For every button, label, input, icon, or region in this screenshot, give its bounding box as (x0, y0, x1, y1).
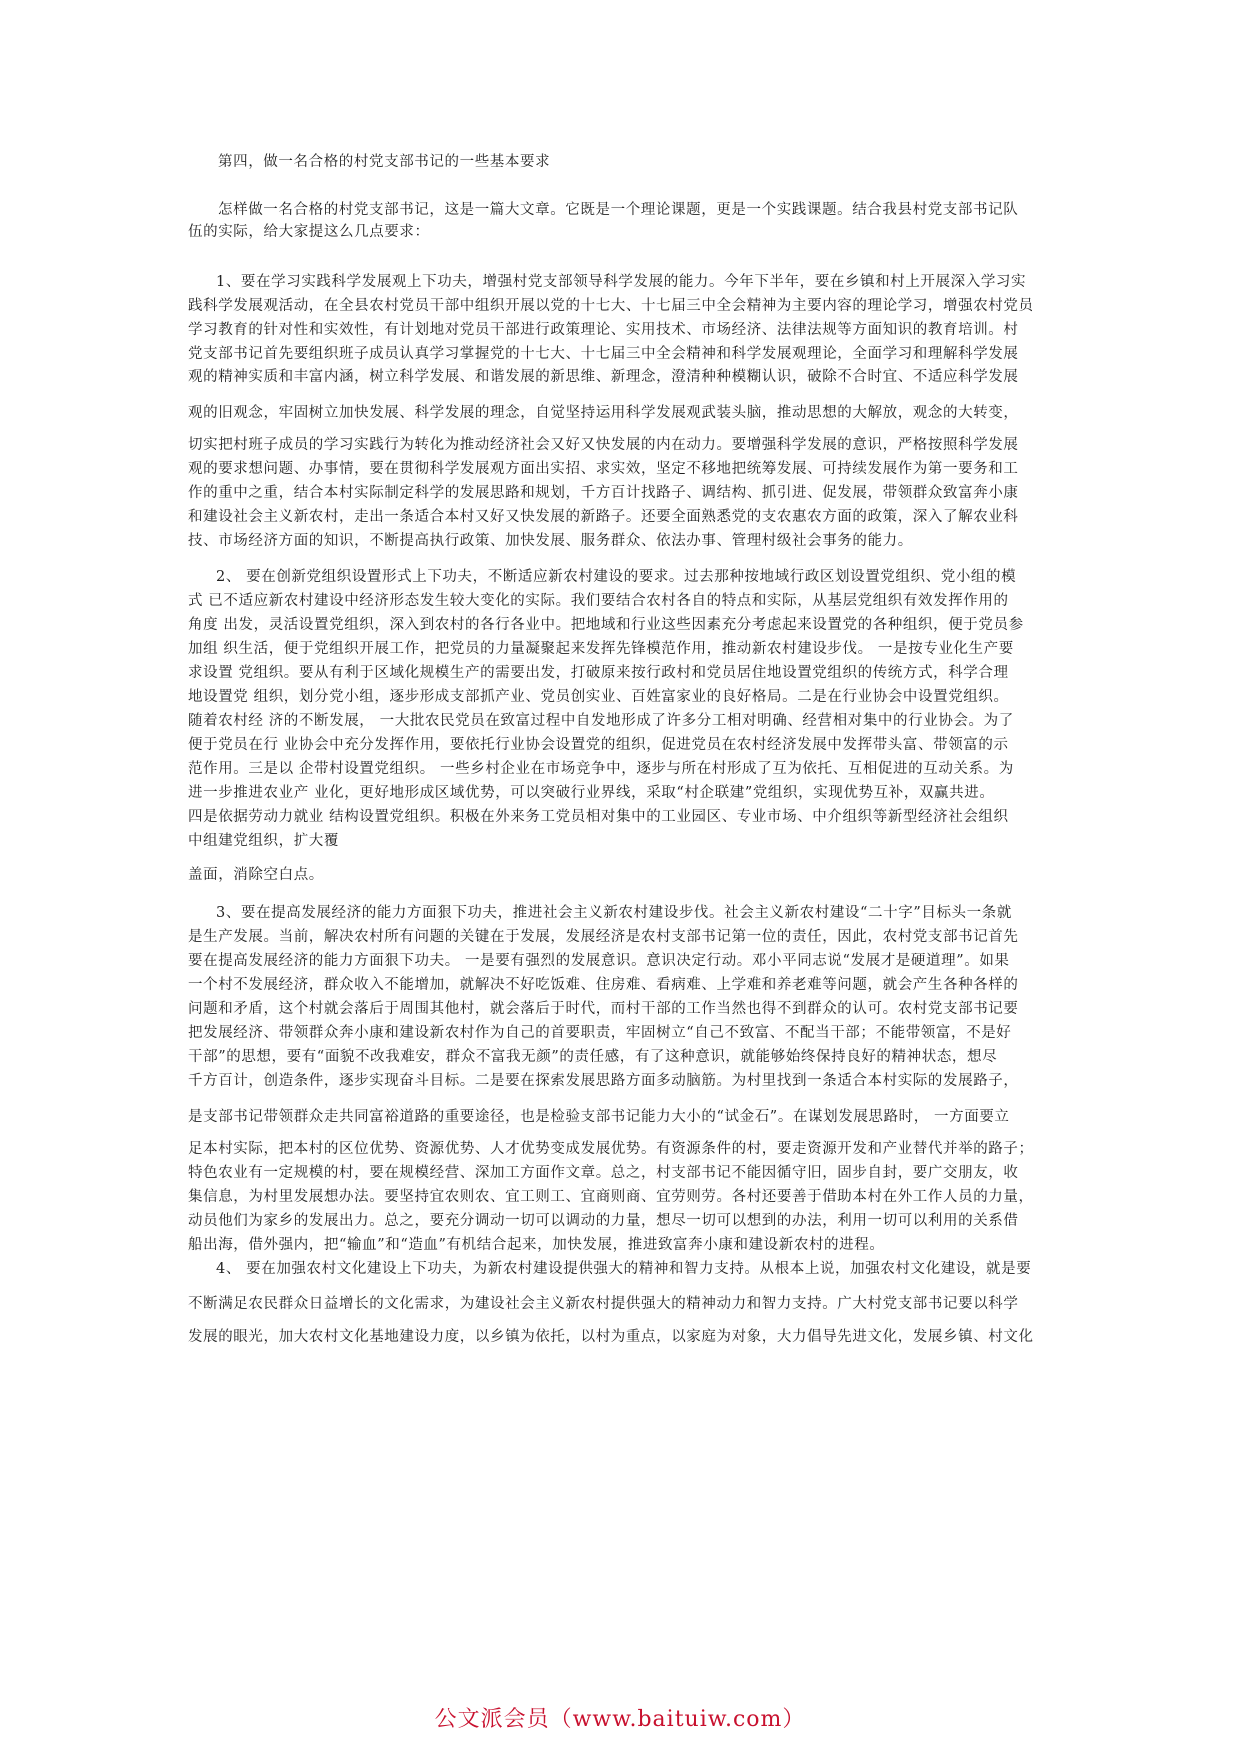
text-line: 伍的实际，给大家提这么几点要求： (188, 224, 430, 240)
text-line: 和建设社会主义新农村，走出一条适合本村又好又快发展的新路子。还要全面熟悉党的支农惠农方面的政策，深入了解农业科 (188, 509, 1019, 525)
text-line: 集信息，为村里发展想办法。要坚持宜农则农、宜工则工、宜商则商、宜劳则劳。各村还要善于借助本村在外工作人员的力量， (188, 1189, 1034, 1205)
text-line: 船出海，借外强内，把“输血”和“造血”有机结合起来，加快发展，推进致富奔小康和建设新农村的进程。 (188, 1237, 885, 1253)
text-line: 1、要在学习实践科学发展观上下功夫，增强村党支部领导科学发展的能力。今年下半年，要在乡镇和村上开展深入学习实 (216, 274, 1027, 290)
text-line: 干部”的思想，要有“面貌不改我难安，群众不富我无颜”的责任感，有了这种意识，就能够始终保持良好的精神状态，想尽 (188, 1049, 998, 1065)
text-line: 技、市场经济方面的知识，不断提高执行政策、加快发展、服务群众、依法办事、管理村级社会事务的能力。 (188, 533, 913, 549)
text-line: 4、 要在加强农村文化建设上下功夫，为新农村建设提供强大的精神和智力支持。从根本上说，加强农村文化建设，就是要 (216, 1261, 1032, 1277)
text-line: 盖面，消除空白点。 (188, 867, 324, 883)
text-line: 随着农村经 济的不断发展， 一大批农民党员在致富过程中自发地形成了许多分工相对明确、经营相对集中的行业协会。为了 (188, 713, 1014, 729)
text-line: 一个村不发展经济，群众收入不能增加，就解决不好吃饭难、住房难、看病难、上学难和养老难等问题，就会产生各种各样的 (188, 977, 1019, 993)
text-line: 问题和矛盾，这个村就会落后于周围其他村，就会落后于时代，而村干部的工作当然也得不到群众的认可。农村党支部书记要 (188, 1001, 1019, 1017)
text-line: 千方百计，创造条件，逐步实现奋斗目标。二是要在探索发展思路方面多动脑筋。为村里找到一条适合本村实际的发展路子， (188, 1073, 1019, 1089)
text-line: 把发展经济、带领群众奔小康和建设新农村作为自己的首要职责，牢固树立“自己不致富、不配当干部；不能带领富，不是好 (188, 1025, 1012, 1041)
text-line: 不断满足农民群众日益增长的文化需求，为建设社会主义新农村提供强大的精神动力和智力支持。广大村党支部书记要以科学 (188, 1296, 1019, 1312)
text-line: 要在提高发展经济的能力方面狠下功夫。 一是要有强烈的发展意识。意识决定行动。邓小平同志说“发展才是硬道理”。如果 (188, 953, 1010, 969)
text-line: 求设置 党组织。要从有利于区域化规模生产的需要出发，打破原来按行政村和党员居住地设置党组织的传统方式，科学合理 (188, 665, 1009, 681)
text-line: 切实把村班子成员的学习实践行为转化为推动经济社会又好又快发展的内在动力。要增强科学发展的意识，严格按照科学发展 (188, 437, 1019, 453)
footer-watermark: 公文派会员（www.baituiw.com） (434, 1707, 806, 1732)
text-line: 特色农业有一定规模的村，要在规模经营、深加工方面作文章。总之，村支部书记不能因循守旧，固步自封，要广交朋友，收 (188, 1165, 1019, 1181)
text-line: 角度 出发，灵活设置党组织，深入到农村的各行各业中。把地域和行业这些因素充分考虑起来设置党的各种组织，便于党员参 (188, 617, 1024, 633)
text-line: 3、要在提高发展经济的能力方面狠下功夫，推进社会主义新农村建设步伐。社会主义新农村建设“二十字”目标头一条就 (216, 905, 1012, 921)
text-line: 作的重中之重，结合本村实际制定科学的发展思路和规划，千方百计找路子、调结构、抓引进、促发展，带领群众致富奔小康 (188, 485, 1019, 501)
text-line: 发展的眼光，加大农村文化基地建设力度，以乡镇为依托，以村为重点，以家庭为对象，大力倡导先进文化，发展乡镇、村文化 (188, 1329, 1034, 1345)
text-line: 加组 织生活，便于党组织开展工作，把党员的力量凝聚起来发挥先锋模范作用，推动新农村建设步伐。 一是按专业化生产要 (188, 641, 1014, 657)
text-line: 式 已不适应新农村建设中经济形态发生较大变化的实际。我们要结合农村各自的特点和实际，从基层党组织有效发挥作用的 (188, 593, 1009, 609)
text-line: 学习教育的针对性和实效性，有计划地对党员干部进行政策理论、实用技术、市场经济、法律法规等方面知识的教育培训。村 (188, 322, 1019, 338)
text-line: 范作用。三是以 企带村设置党组织。 一些乡村企业在市场竞争中，逐步与所在村形成了互为依托、互相促进的互动关系。为 (188, 761, 1014, 777)
text-line: 是生产发展。当前，解决农村所有问题的关键在于发展，发展经济是农村支部书记第一位的责任，因此，农村党支部书记首先 (188, 929, 1019, 945)
text-line: 2、 要在创新党组织设置形式上下功夫，不断适应新农村建设的要求。过去那种按地域行政区划设置党组织、党小组的模 (216, 569, 1017, 585)
text-line: 便于党员在行 业协会中充分发挥作用，要依托行业协会设置党的组织，促进党员在农村经济发展中发挥带头富、带领富的示 (188, 737, 1009, 753)
text-line: 观的精神实质和丰富内涵，树立科学发展、和谐发展的新思维、新理念，澄清种种模糊认识，破除不合时宜、不适应科学发展 (188, 369, 1019, 385)
text-line: 第四，做一名合格的村党支部书记的一些基本要求 (218, 154, 551, 170)
text-line: 地设置党 组织，划分党小组，逐步形成支部抓产业、党员创实业、百姓富家业的良好格局。二是在行业协会中设置党组织。 (188, 689, 1009, 705)
text-line: 足本村实际，把本村的区位优势、资源优势、人才优势变成发展优势。有资源条件的村，要走资源开发和产业替代并举的路子； (188, 1141, 1034, 1157)
text-line: 进一步推进农业产 业化，更好地形成区域优势，可以突破行业界线，采取“村企联建”党组织，实现优势互补，双赢共进。 (188, 785, 995, 801)
text-line: 观的旧观念，牢固树立加快发展、科学发展的理念，自觉坚持运用科学发展观武装头脑，推动思想的大解放，观念的大转变， (188, 405, 1019, 421)
text-line: 四是依据劳动力就业 结构设置党组织。积极在外来务工党员相对集中的工业园区、专业市场、中介组织等新型经济社会组织 (188, 809, 1009, 825)
text-line: 是支部书记带领群众走共同富裕道路的重要途径，也是检验支部书记能力大小的“试金石”。在谋划发展思路时， 一方面要立 (188, 1109, 1010, 1125)
text-line: 观的要求想问题、办事情，要在贯彻科学发展观方面出实招、求实效，坚定不移地把统筹发展、可持续发展作为第一要务和工 (188, 461, 1019, 477)
text-line: 党支部书记首先要组织班子成员认真学习掌握党的十七大、十七届三中全会精神和科学发展观理论，全面学习和理解科学发展 (188, 346, 1019, 362)
text-line: 中组建党组织，扩大覆 (188, 833, 339, 849)
text-line: 怎样做一名合格的村党支部书记，这是一篇大文章。它既是一个理论课题，更是一个实践课题。结合我县村党支部书记队 (218, 202, 1019, 218)
text-line: 践科学发展观活动，在全县农村党员干部中组织开展以党的十七大、十七届三中全会精神为主要内容的理论学习，增强农村党员 (188, 298, 1034, 314)
text-line: 动员他们为家乡的发展出力。总之，要充分调动一切可以调动的力量，想尽一切可以想到的办法，利用一切可以利用的关系借 (188, 1213, 1019, 1229)
